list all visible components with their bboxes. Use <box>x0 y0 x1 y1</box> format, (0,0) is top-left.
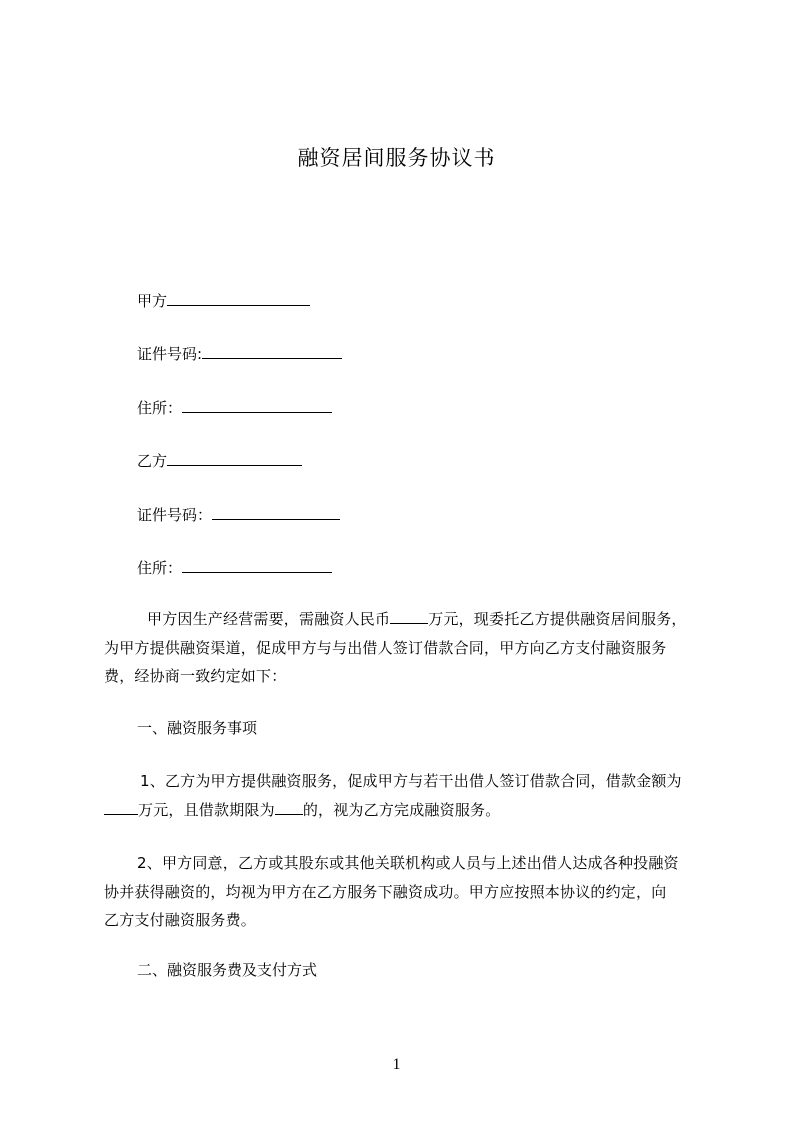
party-a-blank <box>167 291 310 306</box>
party-a-address-blank <box>182 398 332 413</box>
intro-line-2: 为甲方提供融资渠道，促成甲方与与出借人签订借款合同，甲方向乙方支付融资服务 <box>104 639 667 657</box>
party-a-id-field <box>137 344 342 364</box>
intro-line-1b: 万元，现委托乙方提供融资居间服务， <box>428 610 687 628</box>
party-a-id-label: 证件号码: <box>137 345 203 363</box>
intro-line-1a: 甲方因生产经营需要，需融资人民币 <box>147 610 391 628</box>
party-b-id-field <box>137 505 340 525</box>
intro-line-3: 费，经协商一致约定如下： <box>104 667 287 685</box>
party-a-label: 甲方 <box>137 292 168 310</box>
section-2-heading: 二、融资服务费及支付方式 <box>137 961 318 979</box>
party-a-address-field <box>137 398 332 418</box>
party-b-id-blank <box>212 505 340 520</box>
document-title: 融资居间服务协议书 <box>297 146 496 170</box>
party-b-id-label: 证件号码： <box>137 506 213 524</box>
page-number: 1 <box>392 1056 401 1073</box>
section-1-item-1-line-2 <box>104 796 500 825</box>
section-1-heading: 一、融资服务事项 <box>137 719 258 737</box>
party-b-field <box>137 451 302 471</box>
item-1-line-2b: 的，视为乙方完成融资服务。 <box>302 801 501 819</box>
party-a-field <box>137 291 310 311</box>
amount-blank <box>390 609 428 624</box>
party-a-id-blank <box>202 344 342 359</box>
section-1-item-2-line-2: 协并获得融资的，均视为甲方在乙方服务下融资成功。甲方应按照本协议的约定，向 <box>104 883 667 901</box>
party-b-address-label: 住所： <box>137 559 183 577</box>
section-1-item-2-line-1: 2、甲方同意，乙方或其股东或其他关联机构或人员与上述出借人达成各种投融资 <box>137 854 679 872</box>
party-b-blank <box>167 451 302 466</box>
party-b-address-field <box>137 558 332 578</box>
intro-line-1 <box>147 605 687 634</box>
party-b-address-blank <box>182 558 332 573</box>
section-1-item-2-line-3: 乙方支付融资服务费。 <box>104 911 257 929</box>
party-a-address-label: 住所： <box>137 399 183 417</box>
loan-term-blank <box>275 800 303 815</box>
loan-amount-blank <box>104 800 138 815</box>
item-1-line-2a: 万元，且借款期限为 <box>138 801 275 819</box>
party-b-label: 乙方 <box>137 452 168 470</box>
section-1-item-1-line-1: 1、乙方为甲方提供融资服务，促成甲方与若干出借人签订借款合同，借款金额为 <box>140 772 682 790</box>
